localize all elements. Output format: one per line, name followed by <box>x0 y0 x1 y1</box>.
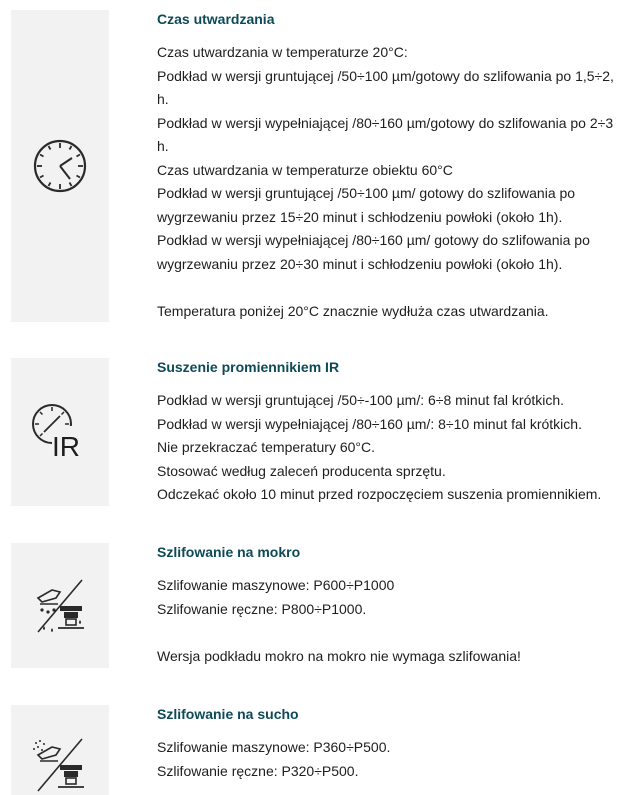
text-line: Stosować według zaleceń producenta sprzętu. <box>157 462 446 479</box>
text-line: Szlifowanie ręczne: P320÷P500. <box>157 762 359 779</box>
spacer <box>157 621 635 645</box>
clock-icon <box>30 136 90 196</box>
text-line: Czas utwardzania w temperaturze obiektu 60°C <box>157 161 453 178</box>
text-line: Podkład w wersji gruntującej /50÷100 µm/ gotowy do szlifowania po <box>157 185 576 201</box>
wet-sanding-icon <box>30 576 90 636</box>
section-heading: Suszenie promiennikiem IR <box>157 359 340 375</box>
section-body <box>157 389 635 507</box>
text-line: wygrzewaniu przez 15÷20 minut i schłodzeniu powłoki (około 1h). <box>157 208 563 225</box>
text-line: Podkład w wersji wypełniającej /80÷160 µm/: 8÷10 minut fal krótkich. <box>157 415 582 432</box>
section-body <box>157 41 635 323</box>
icon-panel <box>11 358 109 506</box>
spacer <box>157 276 635 300</box>
ir-drying-icon <box>28 400 92 464</box>
text-line: h. <box>157 138 169 154</box>
text-line: Temperatura poniżej 20°C znacznie wydłuża czas utwardzania. <box>157 302 549 319</box>
icon-panel <box>11 10 109 322</box>
text-line: Wersja podkładu mokro na mokro nie wymaga szlifowania! <box>157 647 521 664</box>
icon-panel <box>11 543 109 668</box>
ir-label: IR <box>52 431 80 462</box>
dry-sanding-icon <box>30 735 90 795</box>
text-line: Szlifowanie maszynowe: P360÷P500. <box>157 739 391 755</box>
text-line: wygrzewaniu przez 20÷30 minut i schłodzeniu powłoki (około 1h). <box>157 255 563 272</box>
text-line: Podkład w wersji gruntującej /50÷-100 µm/: 6÷8 minut fal krótkich. <box>157 392 565 408</box>
text-line: Podkład w wersji wypełniającej /80÷160 µm/ gotowy do szlifowania po <box>157 232 590 248</box>
text-line: Podkład w wersji wypełniającej /80÷160 µm/gotowy do szlifowania po 2÷3 <box>157 114 614 131</box>
text-line: h. <box>157 91 169 107</box>
text-line: Czas utwardzania w temperaturze 20°C: <box>157 44 408 60</box>
text-line: Szlifowanie ręczne: P800÷P1000. <box>157 600 367 617</box>
icon-panel <box>11 705 109 795</box>
section-body <box>157 736 635 783</box>
text-line: Nie przekraczać temperatury 60°C. <box>157 439 376 455</box>
section-heading: Szlifowanie na sucho <box>157 706 299 722</box>
text-line: Odczekać około 10 minut przed rozpoczęciem suszenia promiennikiem. <box>157 486 602 502</box>
section-body <box>157 574 635 668</box>
text-line: Podkład w wersji gruntującej /50÷100 µm/gotowy do szlifowania po 1,5÷2, <box>157 67 614 84</box>
text-line: Szlifowanie maszynowe: P600÷P1000 <box>157 577 395 593</box>
section-heading: Szlifowanie na mokro <box>157 544 301 560</box>
section-heading: Czas utwardzania <box>157 11 275 27</box>
